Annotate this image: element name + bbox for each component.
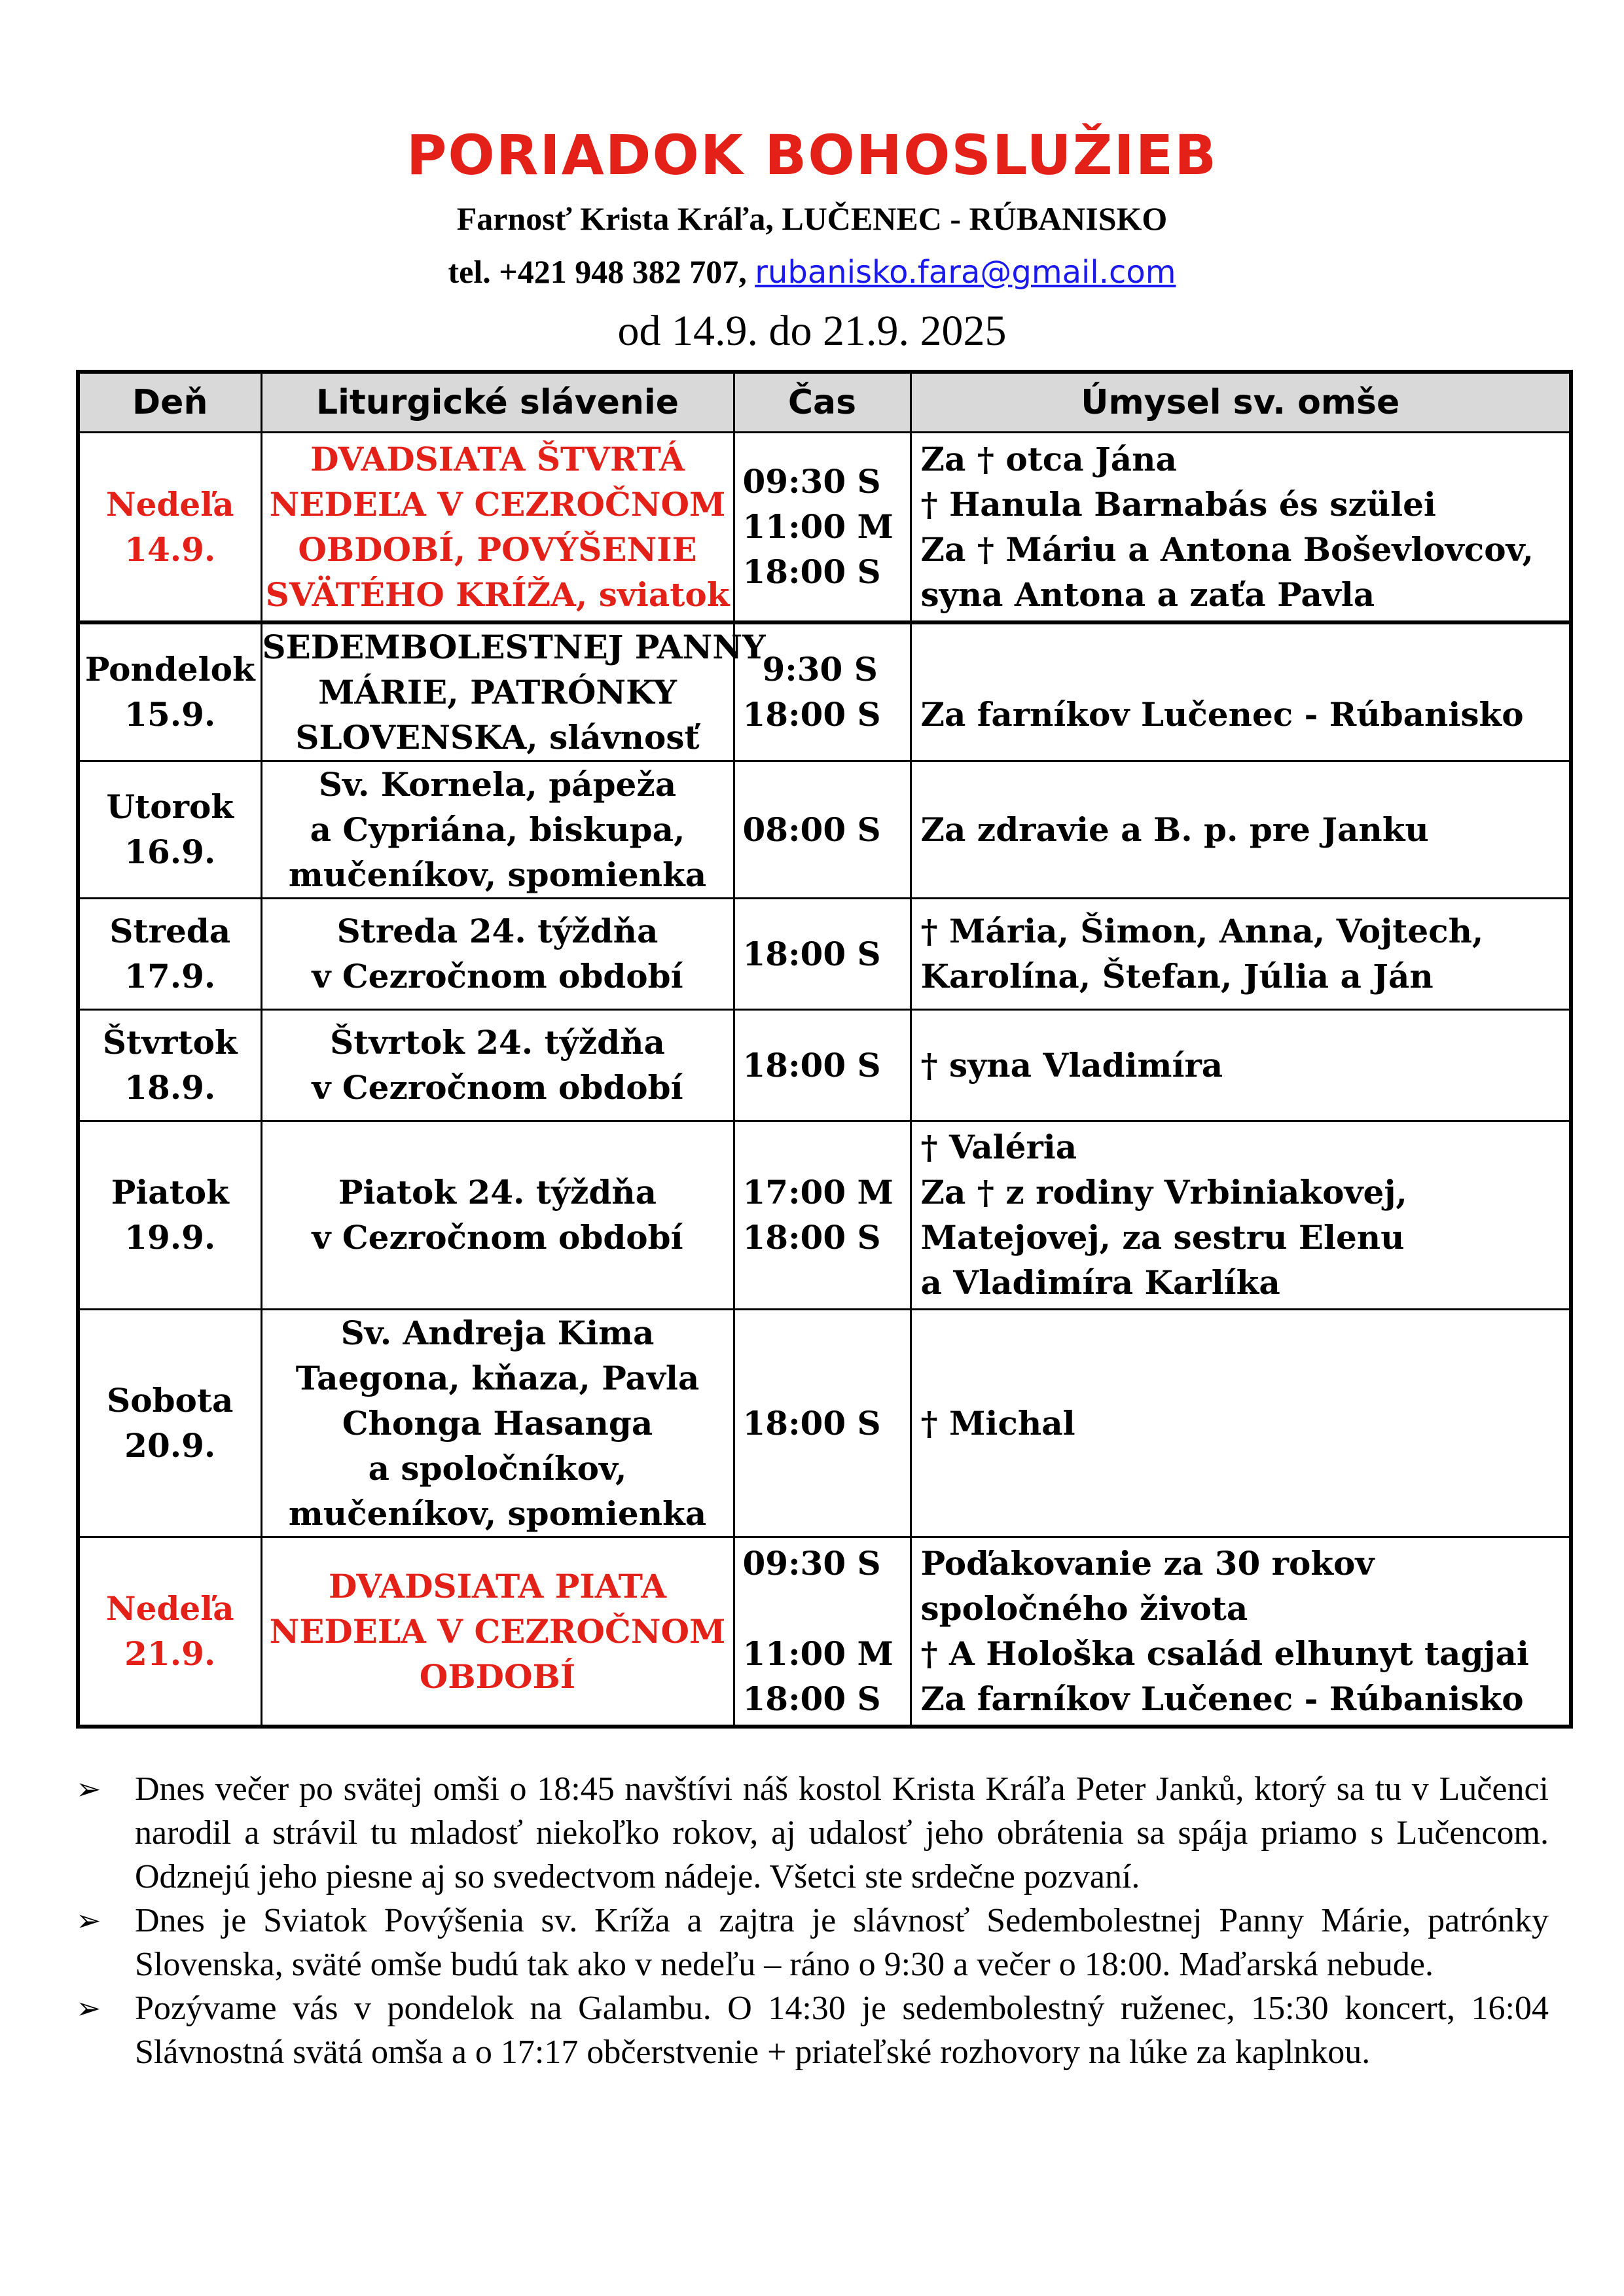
time-cell: [734, 1309, 911, 1537]
liturgy-line: mučeníkov, spomienka: [288, 855, 707, 894]
liturgy-line: v Cezročnom období: [312, 1218, 683, 1257]
intent-line: Karolína, Štefan, Júlia a Ján: [920, 957, 1434, 996]
liturgy-line: Taegona, kňaza, Pavla: [295, 1358, 700, 1397]
day-name: Utorok: [106, 787, 234, 826]
intent-line: Za farníkov Lučenec - Rúbanisko: [920, 1679, 1524, 1719]
time-cell: [734, 433, 911, 622]
liturgy-line: NEDEĽA V CEZROČNOM: [269, 1611, 726, 1651]
intent-line: Za † otca Jána: [920, 439, 1177, 478]
time-entry: 11:00 M: [742, 1634, 893, 1674]
email-link[interactable]: rubanisko.fara@gmail.com: [755, 254, 1176, 291]
table-row: [78, 1009, 1571, 1121]
announcement-item: [76, 1986, 1549, 2074]
liturgy-cell: [261, 1121, 734, 1309]
phone-number: tel. +421 948 382 707,: [448, 253, 747, 290]
time-cell: [734, 761, 911, 898]
liturgy-line: DVADSIATA ŠTVRTÁ: [310, 439, 685, 478]
time-entry: 11:00 M: [742, 507, 893, 547]
time-cell: [734, 1009, 911, 1121]
time-entry: 18:00 S: [742, 552, 881, 592]
intent-line: † A Hološka család elhunyt tagjai: [920, 1634, 1529, 1674]
day-date: 15.9.: [124, 695, 216, 734]
liturgy-cell: [261, 622, 766, 761]
day-name: Štvrtok: [102, 1023, 238, 1062]
liturgy-line: a spoločníkov,: [368, 1448, 627, 1488]
time-cell: [734, 1121, 911, 1309]
intent-line: spoločného života: [920, 1589, 1248, 1628]
liturgy-line: NEDEĽA V CEZROČNOM: [269, 484, 726, 524]
day-cell: [78, 433, 261, 622]
day-date: 20.9.: [124, 1426, 216, 1465]
day-cell: [78, 761, 261, 898]
announcements: [76, 1767, 1549, 2074]
arrow-bullet-icon: ➢: [76, 1903, 101, 1938]
time-entry: 18:00 S: [742, 1679, 881, 1719]
intent-line: Poďakovanie za 30 rokov: [920, 1544, 1375, 1583]
intent-line: syna Antona a zaťa Pavla: [920, 575, 1375, 614]
intent-cell: [911, 1309, 1571, 1537]
liturgy-line: Sv. Andreja Kima: [340, 1313, 655, 1352]
intent-cell: [911, 1009, 1571, 1121]
intent-cell: [911, 1537, 1571, 1727]
table-row: [78, 433, 1571, 622]
time-entry: 18:00 S: [742, 1403, 881, 1443]
day-name: Streda: [109, 912, 231, 950]
announcement-text: Pozývame vás v pondelok na Galambu. O 14:30 je sedembolestný ruženec, 15:30 koncert, 16:04 Slávnostná svätá omša a o 17:17 občerstvenie + priateľské rozhovory na lúke za kaplnkou.: [135, 1990, 1549, 2071]
time-cell: [734, 1537, 911, 1727]
intent-cell: [911, 433, 1571, 622]
intent-line: † Michal: [920, 1403, 1075, 1443]
time-entry: 18:00 S: [742, 1045, 881, 1085]
liturgy-line: DVADSIATA PIATA: [328, 1566, 667, 1605]
day-name: Nedeľa: [105, 484, 234, 524]
liturgy-line: Sv. Kornela, pápeža: [318, 764, 677, 804]
day-cell: [78, 1537, 261, 1727]
table-row: [78, 1309, 1571, 1537]
time-entry: 08:00 S: [742, 810, 881, 849]
intent-line: † Hanula Barnabás és szülei: [920, 484, 1436, 524]
liturgy-cell: [261, 433, 734, 622]
liturgy-line: Piatok 24. týždňa: [338, 1173, 657, 1211]
intent-line: † syna Vladimíra: [920, 1045, 1223, 1085]
time-entry: 17:00 M: [742, 1173, 893, 1211]
liturgy-line: SEDEMBOLESTNEJ PANNY: [262, 627, 766, 666]
liturgy-line: SVÄTÉHO KRÍŽA, sviatok: [265, 575, 730, 614]
arrow-bullet-icon: ➢: [76, 1990, 101, 2026]
header-intent: Úmysel sv. omše: [911, 372, 1571, 433]
header-time: Čas: [734, 372, 911, 433]
liturgy-line: v Cezročnom období: [312, 1068, 683, 1107]
intent-cell: [911, 898, 1571, 1009]
contact-line: [0, 253, 1624, 291]
liturgy-cell: [261, 1009, 734, 1121]
time-cell: [734, 898, 911, 1009]
intent-cell: [911, 1121, 1571, 1309]
day-date: 19.9.: [124, 1218, 216, 1257]
day-name: Piatok: [111, 1173, 229, 1211]
intent-spacer: [921, 647, 1570, 692]
day-date: 17.9.: [124, 957, 216, 996]
announcement-text: Dnes večer po svätej omši o 18:45 navštívi náš kostol Krista Kráľa Peter Janků, ktorý sa tu v Lučenci narodil a strávil tu mladosť niekoľko rokov, aj udalosť jeho obrátenia sa spája priamo s Lučencom. Odznejú jeho piesne aj so svedectvom nádeje. Všetci ste srdečne pozvaní.: [135, 1770, 1549, 1895]
date-range: od 14.9. do 21.9. 2025: [617, 307, 1007, 355]
time-entry: 18:00 S: [742, 695, 881, 734]
day-name: Pondelok: [84, 650, 255, 689]
parish-name: Farnosť Krista Kráľa, LUČENEC - RÚBANISKO: [456, 200, 1168, 237]
liturgy-line: Štvrtok 24. týždňa: [330, 1023, 665, 1062]
intent-cell: [911, 622, 1571, 761]
liturgy-line: MÁRIE, PATRÓNKY: [318, 672, 677, 711]
table-header-row: [78, 372, 1571, 433]
liturgy-cell: [261, 1309, 734, 1537]
day-date: 16.9.: [124, 833, 216, 871]
day-cell: [78, 1009, 261, 1121]
liturgy-line: Streda 24. týždňa: [336, 912, 659, 950]
intent-line: Za † Máriu a Antona Boševlovcov,: [920, 529, 1534, 569]
table-row: [78, 898, 1571, 1009]
table-row: [78, 1537, 1571, 1727]
intent-line: † Mária, Šimon, Anna, Vojtech,: [920, 912, 1484, 950]
day-cell: [78, 622, 261, 761]
day-name: Nedeľa: [105, 1589, 234, 1628]
intent-line: Za † z rodiny Vrbiniakovej,: [920, 1173, 1407, 1211]
intent-line: Matejovej, za sestru Elenu: [920, 1218, 1405, 1257]
liturgy-cell: [261, 761, 734, 898]
announcement-item: [76, 1767, 1549, 1899]
liturgy-cell: [261, 898, 734, 1009]
liturgy-cell: [261, 1537, 734, 1727]
day-name: Sobota: [107, 1381, 234, 1420]
table-row: [78, 1121, 1571, 1309]
day-cell: [78, 1309, 261, 1537]
liturgy-line: Chonga Hasanga: [342, 1403, 653, 1443]
day-date: 14.9.: [124, 529, 216, 569]
day-cell: [78, 898, 261, 1009]
liturgy-line: mučeníkov, spomienka: [288, 1494, 707, 1533]
intent-line: Za farníkov Lučenec - Rúbanisko: [920, 695, 1524, 734]
header-liturgy: Liturgické slávenie: [261, 372, 734, 433]
table-row: [78, 761, 1571, 898]
liturgy-line: OBDOBÍ: [419, 1657, 576, 1696]
liturgy-line: v Cezročnom období: [312, 957, 683, 996]
page-title: PORIADOK BOHOSLUŽIEB: [406, 123, 1218, 187]
announcement-item: [76, 1899, 1549, 1986]
liturgy-line: a Cypriána, biskupa,: [310, 810, 685, 849]
time-entry: 09:30 S: [742, 1544, 881, 1583]
intent-cell: [911, 761, 1571, 898]
time-entry: 09:30 S: [742, 462, 881, 501]
day-cell: [78, 1121, 261, 1309]
time-entry: 9:30 S: [762, 650, 878, 689]
liturgy-line: SLOVENSKA, slávnosť: [295, 717, 700, 757]
time-spacer: [743, 1586, 910, 1631]
day-date: 21.9.: [124, 1634, 216, 1674]
intent-line: a Vladimíra Karlíka: [920, 1263, 1280, 1302]
time-entry: 18:00 S: [742, 1218, 881, 1257]
arrow-bullet-icon: ➢: [76, 1771, 101, 1806]
liturgy-line: OBDOBÍ, POVÝŠENIE: [298, 529, 697, 569]
intent-line: Za zdravie a B. p. pre Janku: [920, 810, 1429, 849]
header-day: Deň: [78, 372, 261, 433]
intent-line: † Valéria: [920, 1128, 1077, 1166]
schedule-table: [76, 370, 1573, 1729]
announcement-text: Dnes je Sviatok Povýšenia sv. Kríža a zajtra je slávnosť Sedembolestnej Panny Márie, patrónky Slovenska, sväté omše budú tak ako v nedeľu – ráno o 9:30 a večer o 18:00. Maďarská nebude.: [135, 1902, 1549, 1983]
day-date: 18.9.: [124, 1068, 216, 1107]
table-row: [78, 622, 1571, 761]
time-entry: 18:00 S: [742, 934, 881, 973]
